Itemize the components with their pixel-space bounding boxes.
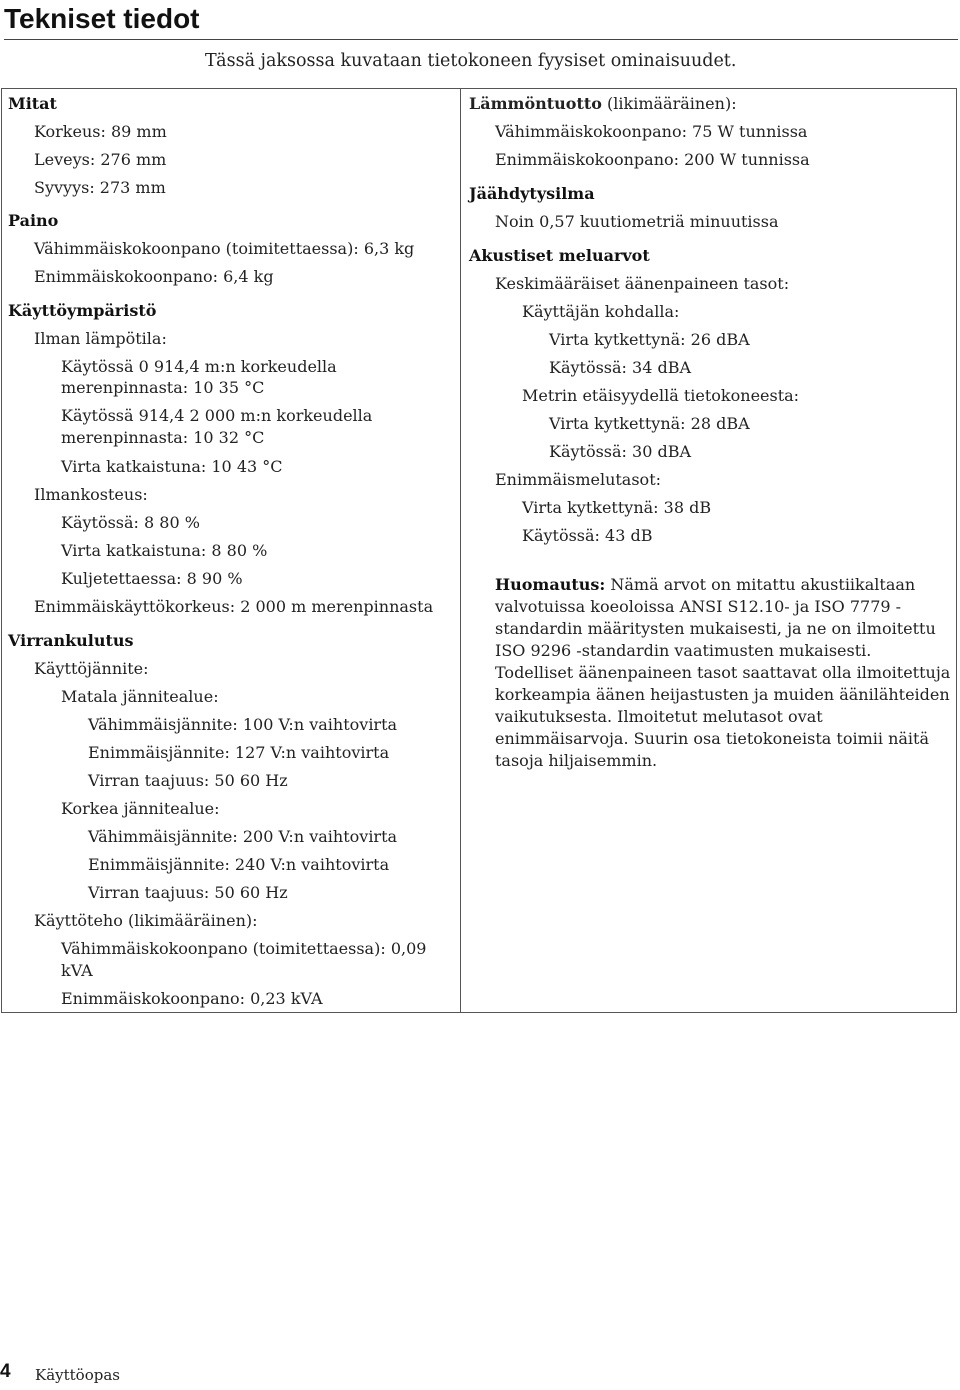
spec-ilmankosteus-2: Virta katkaistuna: 8 80 % — [61, 541, 268, 560]
heading-mitat: Mitat — [8, 94, 57, 113]
heading-virrankulutus: Virrankulutus — [8, 631, 134, 650]
spec-lampotila-2a: Käytössä 914,4 2 000 m:n korkeudella — [61, 406, 373, 425]
spec-matala-jannitealue: Matala jännitealue: — [61, 687, 219, 706]
spec-ilmankosteus-3: Kuljetettaessa: 8 90 % — [61, 569, 243, 588]
spec-metrin-etaisyydella: Metrin etäisyydellä tietokoneesta: — [522, 386, 800, 405]
spec-ilmankosteus-1: Käytössä: 8 80 % — [61, 513, 200, 532]
spec-korkea-min: Vähimmäisjännite: 200 V:n vaihtovirta — [88, 827, 398, 846]
spec-kayttojannite: Käyttöjännite: — [34, 659, 149, 678]
spec-syvyys: Syvyys: 273 mm — [34, 178, 166, 197]
spec-lampotila-2b: merenpinnasta: 10 32 °C — [61, 428, 265, 447]
spec-kayttaja-kaytossa: Käytössä: 34 dBA — [549, 358, 692, 377]
spec-matala-max: Enimmäisjännite: 127 V:n vaihtovirta — [88, 743, 390, 762]
spec-kayttajan-kohdalla: Käyttäjän kohdalla: — [522, 302, 680, 321]
spec-lammontuotto-max: Enimmäiskokoonpano: 200 W tunnissa — [495, 150, 810, 169]
note-label: Huomautus: — [495, 575, 606, 594]
spec-ilman-lampotila: Ilman lämpötila: — [34, 329, 167, 348]
note-text: Nämä arvot on mitattu akustiikaltaan valvotuissa koeoloissa ANSI S12.10- ja ISO 7779 -standardin määritysten mukaisesti, ja ne on ilmoitettu ISO 9296 -standardin vaatimusten mukaisesti. Todelliset äänenpaineen tasot saattavat olla ilmoitettuja korkeampia äänen heijastusten ja muiden äänilähteiden vaikutuksesta. Ilmoitetut melutasot ovat enimmäisarvoja. Suurin osa tietokoneista toimii näitä tasoja hiljaisemmin. — [495, 575, 951, 770]
spec-kayttoteho: Käyttöteho (likimääräinen): — [34, 911, 258, 930]
spec-kayttokorkeus: Enimmäiskäyttökorkeus: 2 000 m merenpinnasta — [34, 597, 434, 616]
spec-korkea-max: Enimmäisjännite: 240 V:n vaihtovirta — [88, 855, 390, 874]
spec-table — [1, 88, 957, 1013]
spec-korkeus: Korkeus: 89 mm — [34, 122, 167, 141]
spec-korkea-jannitealue: Korkea jännitealue: — [61, 799, 220, 818]
spec-matala-taajuus: Virran taajuus: 50 60 Hz — [88, 771, 288, 790]
spec-enimmaismelutasot: Enimmäismelutasot: — [495, 470, 662, 489]
spec-kayttoteho-min-a: Vähimmäiskokoonpano (toimitettaessa): 0,09 — [61, 939, 427, 958]
spec-column-left — [2, 89, 461, 1012]
spec-paino-min: Vähimmäiskokoonpano (toimitettaessa): 6,3 kg — [34, 239, 415, 258]
heading-lammontuotto-suffix: (likimääräinen): — [601, 94, 737, 113]
spec-enimmais-virta: Virta kytkettynä: 38 dB — [522, 498, 712, 517]
spec-korkea-taajuus: Virran taajuus: 50 60 Hz — [88, 883, 288, 902]
heading-lammontuotto: Lämmöntuotto — [469, 94, 602, 113]
spec-column-right — [461, 89, 956, 1012]
spec-metri-virta: Virta kytkettynä: 28 dBA — [549, 414, 750, 433]
spec-lampotila-1b: merenpinnasta: 10 35 °C — [61, 378, 265, 397]
spec-lammontuotto-min: Vähimmäiskokoonpano: 75 W tunnissa — [495, 122, 808, 141]
page-title: Tekniset tiedot — [4, 1, 958, 40]
footer-book-title: Käyttöopas — [35, 1366, 120, 1384]
spec-leveys: Leveys: 276 mm — [34, 150, 167, 169]
spec-paino-max: Enimmäiskokoonpano: 6,4 kg — [34, 267, 274, 286]
intro-text: Tässä jaksossa kuvataan tietokoneen fyysiset ominaisuudet. — [205, 51, 737, 71]
heading-kayttoymparisto: Käyttöympäristö — [8, 301, 157, 320]
spec-lampotila-3: Virta katkaistuna: 10 43 °C — [61, 457, 283, 476]
heading-akustiset-meluarvot: Akustiset meluarvot — [469, 246, 650, 265]
spec-matala-min: Vähimmäisjännite: 100 V:n vaihtovirta — [88, 715, 398, 734]
spec-kayttaja-virta: Virta kytkettynä: 26 dBA — [549, 330, 750, 349]
heading-paino: Paino — [8, 211, 59, 230]
page-number: 4 — [0, 1361, 11, 1382]
heading-lammontuotto-line — [469, 93, 737, 115]
spec-kayttoteho-min-b: kVA — [61, 961, 93, 980]
note-block — [495, 574, 951, 772]
heading-jaahdytysilma: Jäähdytysilma — [469, 184, 595, 203]
spec-keskimaaraiset: Keskimääräiset äänenpaineen tasot: — [495, 274, 790, 293]
spec-kayttoteho-max: Enimmäiskokoonpano: 0,23 kVA — [61, 989, 323, 1008]
spec-lampotila-1a: Käytössä 0 914,4 m:n korkeudella — [61, 357, 337, 376]
spec-ilmankosteus: Ilmankosteus: — [34, 485, 148, 504]
spec-jaahdytysilma: Noin 0,57 kuutiometriä minuutissa — [495, 212, 779, 231]
spec-enimmais-kaytossa: Käytössä: 43 dB — [522, 526, 653, 545]
spec-metri-kaytossa: Käytössä: 30 dBA — [549, 442, 692, 461]
